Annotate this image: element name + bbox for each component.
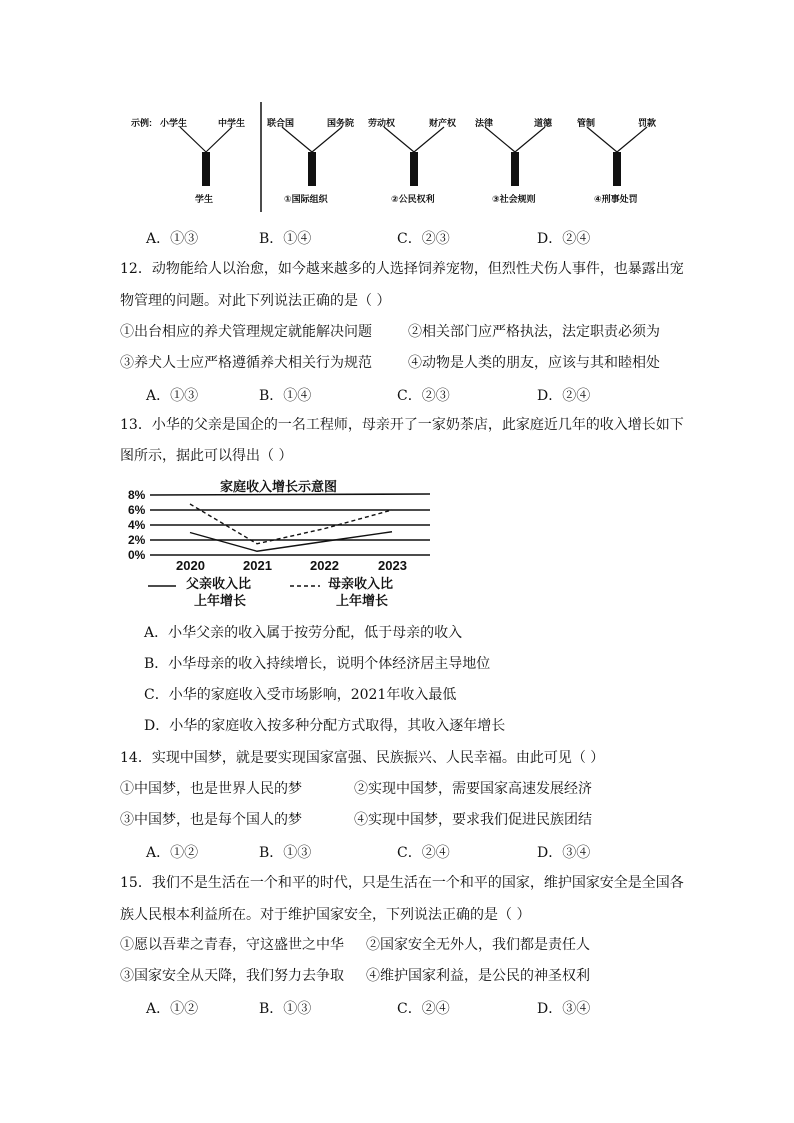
q11-option-a[interactable]: A．①③	[146, 231, 199, 247]
y-tick-label: 6%	[128, 503, 146, 517]
q12-option-b[interactable]: B．①④	[259, 388, 312, 404]
y-shape-1	[282, 127, 342, 186]
q12-statement-4: ④动物是人类的朋友，应该与其和睦相处	[408, 355, 660, 371]
legend-mother-line2: 上年增长	[336, 593, 389, 608]
y-tick-label: 8%	[128, 488, 146, 502]
q15-option-c[interactable]: C．②④	[397, 1001, 450, 1017]
q11-option-c[interactable]: C．②③	[397, 231, 450, 247]
q12-option-c[interactable]: C．②③	[397, 388, 450, 404]
q14-stem: 14．实现中国梦，就是要实现国家富强、民族振兴、人民幸福。由此可见（ ）	[120, 750, 605, 766]
q14-statement-1: ①中国梦，也是世界人民的梦	[120, 781, 302, 797]
income-chart-svg	[120, 474, 440, 614]
q15-stem-line2: 族人民根本利益所在。对于维护国家安全，下列说法正确的是（ ）	[120, 907, 531, 923]
income-chart	[120, 474, 440, 614]
q15-stem-line1: 15．我们不是生活在一个和平的时代，只是生活在一个和平的国家，维护国家安全是全国各	[120, 875, 684, 891]
q15-statement-2: ②国家安全无外人，我们都是责任人	[366, 937, 590, 953]
diagram-label: 小学生	[160, 118, 188, 128]
q15-option-d[interactable]: D．③④	[537, 1001, 591, 1017]
y-shape-example	[180, 127, 232, 186]
q12-stem-line1: 12．动物能给人以治愈，如今越来越多的人选择饲养宠物，但烈性犬伤人事件，也暴露出宠	[120, 261, 684, 277]
diagram-label: ①国际组织	[284, 194, 328, 204]
q11-option-d[interactable]: D．②④	[537, 231, 591, 247]
diagram-label: 罚款	[638, 118, 657, 128]
q12-option-a[interactable]: A．①③	[146, 388, 199, 404]
q12-statement-2: ②相关部门应严格执法，法定职责必须为	[408, 324, 660, 340]
q14-statement-2: ②实现中国梦，需要国家高速发展经济	[354, 781, 592, 797]
q12-statement-3: ③养犬人士应严格遵循养犬相关行为规范	[120, 355, 372, 371]
legend-father-line2: 上年增长	[194, 593, 247, 608]
diagram-label: 法律	[475, 118, 494, 128]
q11-option-b[interactable]: B．①④	[259, 231, 312, 247]
diagram-example-prefix: 示例:	[131, 118, 152, 128]
q12-stem-line2: 物管理的问题。对此下列说法正确的是（ ）	[120, 293, 391, 309]
diagram-label: ③社会规则	[492, 194, 536, 204]
y-shape-4	[587, 127, 647, 186]
q12-option-d[interactable]: D．②④	[537, 388, 591, 404]
diagram-label: 学生	[195, 194, 214, 204]
q14-option-a[interactable]: A．①②	[146, 845, 199, 861]
y-tick-label: 2%	[128, 533, 146, 547]
q14-statement-4: ④实现中国梦，要求我们促进民族团结	[354, 812, 592, 828]
y-shape-3	[485, 127, 545, 186]
diagram-label: 劳动权	[368, 118, 396, 128]
q15-statement-1: ①愿以吾辈之青春，守这盛世之中华	[120, 937, 344, 953]
diagram-label: 中学生	[218, 118, 246, 128]
x-tick-label: 2022	[310, 558, 339, 573]
q13-option-c[interactable]: C．小华的家庭收入受市场影响，2021年收入最低	[144, 687, 457, 703]
diagram-label: ④刑事处罚	[594, 194, 638, 204]
x-tick-label: 2021	[243, 558, 272, 573]
q14-statement-3: ③中国梦，也是每个国人的梦	[120, 812, 302, 828]
q15-statement-4: ④维护国家利益，是公民的神圣权利	[366, 968, 590, 984]
y-tick-label: 0%	[128, 548, 146, 562]
chart-title: 家庭收入增长示意图	[220, 479, 338, 494]
q14-option-d[interactable]: D．③④	[537, 845, 591, 861]
q13-stem-line1: 13．小华的父亲是国企的一名工程师，母亲开了一家奶茶店，此家庭近几年的收入增长如下	[120, 417, 684, 433]
legend-mother-line1: 母亲收入比	[328, 576, 394, 591]
q13-stem-line2: 图所示，据此可以得出（ ）	[120, 448, 293, 464]
diagram-label: 国务院	[327, 118, 355, 128]
q15-statement-3: ③国家安全从天降，我们努力去争取	[120, 968, 344, 984]
diagram-label: 管制	[577, 118, 596, 128]
diagram-label: ②公民权利	[391, 194, 435, 204]
series-line-father	[190, 532, 392, 552]
q13-option-b[interactable]: B．小华母亲的收入持续增长，说明个体经济居主导地位	[144, 656, 491, 672]
x-tick-label: 2020	[176, 558, 205, 573]
q15-option-a[interactable]: A．①②	[146, 1001, 199, 1017]
q15-option-b[interactable]: B．①③	[259, 1001, 312, 1017]
legend-father-line1: 父亲收入比	[186, 576, 252, 591]
y-tick-label: 4%	[128, 518, 146, 532]
y-shape-2	[384, 127, 444, 186]
concept-diagram	[120, 100, 680, 215]
q12-statement-1: ①出台相应的养犬管理规定就能解决问题	[120, 324, 372, 340]
q13-option-a[interactable]: A．小华父亲的收入属于按劳分配，低于母亲的收入	[144, 625, 463, 641]
q13-option-d[interactable]: D．小华的家庭收入按多种分配方式取得，其收入逐年增长	[144, 718, 506, 734]
diagram-label: 财产权	[429, 118, 457, 128]
x-tick-label: 2023	[378, 558, 407, 573]
diagram-label: 联合国	[267, 118, 295, 128]
q14-option-c[interactable]: C．②④	[397, 845, 450, 861]
q14-option-b[interactable]: B．①③	[259, 845, 312, 861]
diagram-label: 道德	[534, 118, 553, 128]
